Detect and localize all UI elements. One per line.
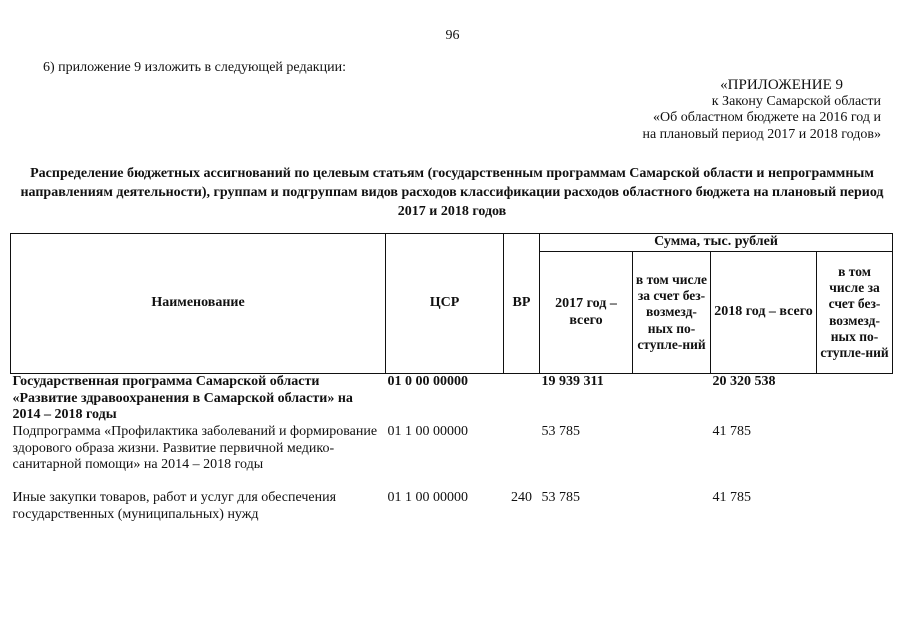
- cell-2017-grants: [633, 374, 711, 425]
- cell-2018-grants: [817, 490, 893, 526]
- appendix-line-4: на плановый период 2017 и 2018 годов»: [642, 126, 881, 142]
- cell-name: Подпрограмма «Профилактика заболеваний и формирование здорового образа жизни. Развитие первичной медико-санитарной помощи» на 2014 – 2018 годы: [12, 424, 378, 472]
- header-2017-grants: в том числе за счет без-возмезд-ных по-ступле-ний: [633, 252, 711, 374]
- cell-csr: 01 1 00 00000: [387, 490, 468, 505]
- cell-2018-total: 41 785: [712, 490, 751, 505]
- cell-vr: 240: [511, 490, 532, 505]
- cell-2017-grants: [633, 424, 711, 490]
- appendix-header: [521, 77, 881, 143]
- table-row: [11, 374, 893, 425]
- table-row: [11, 424, 893, 490]
- page-number: 96: [445, 28, 460, 43]
- appendix-line-2: к Закону Самарской области: [711, 93, 881, 109]
- header-sum: Сумма, тыс. рублей: [540, 234, 893, 252]
- header-csr: ЦСР: [386, 234, 504, 374]
- cell-csr: 01 1 00 00000: [387, 424, 468, 439]
- cell-csr: 01 0 00 00000: [387, 374, 468, 389]
- cell-2017-total: 19 939 311: [541, 374, 604, 389]
- cell-2018-total: 41 785: [712, 424, 751, 439]
- cell-name: Государственная программа Самарской области «Развитие здравоохранения в Самарской области» на 2014 – 2018 годы: [12, 374, 353, 422]
- header-2018-grants: в том числе за счет без-возмезд-ных по-ступле-ний: [817, 252, 893, 374]
- cell-vr: [504, 374, 540, 425]
- cell-2017-grants: [633, 490, 711, 526]
- intro-text: 6) приложение 9 изложить в следующей редакции:: [43, 60, 346, 75]
- cell-2018-grants: [817, 424, 893, 490]
- header-name: Наименование: [11, 234, 386, 374]
- cell-2017-total: 53 785: [541, 490, 580, 505]
- cell-2017-total: 53 785: [541, 424, 580, 439]
- cell-name: Иные закупки товаров, работ и услуг для обеспечения государственных (муниципальных) нужд: [12, 490, 337, 522]
- budget-table: [10, 233, 893, 526]
- cell-vr: [504, 424, 540, 490]
- document-title: Распределение бюджетных ассигнований по целевым статьям (государственным программам Самарской области и непрограммным направлениям деятельности), группам и подгруппам видов расходов классификации расходов областного бюджета на плановый период 2017 и 2018 годов: [20, 166, 884, 219]
- header-2017-total: 2017 год – всего: [540, 252, 633, 374]
- header-vr: ВР: [504, 234, 540, 374]
- appendix-line-3: «Об областном бюджете на 2016 год и: [653, 110, 881, 125]
- table-row: [11, 490, 893, 526]
- appendix-line-1: «ПРИЛОЖЕНИЕ 9: [720, 77, 843, 93]
- cell-2018-grants: [817, 374, 893, 425]
- cell-2018-total: 20 320 538: [712, 374, 776, 389]
- header-2018-total: 2018 год – всего: [711, 252, 817, 374]
